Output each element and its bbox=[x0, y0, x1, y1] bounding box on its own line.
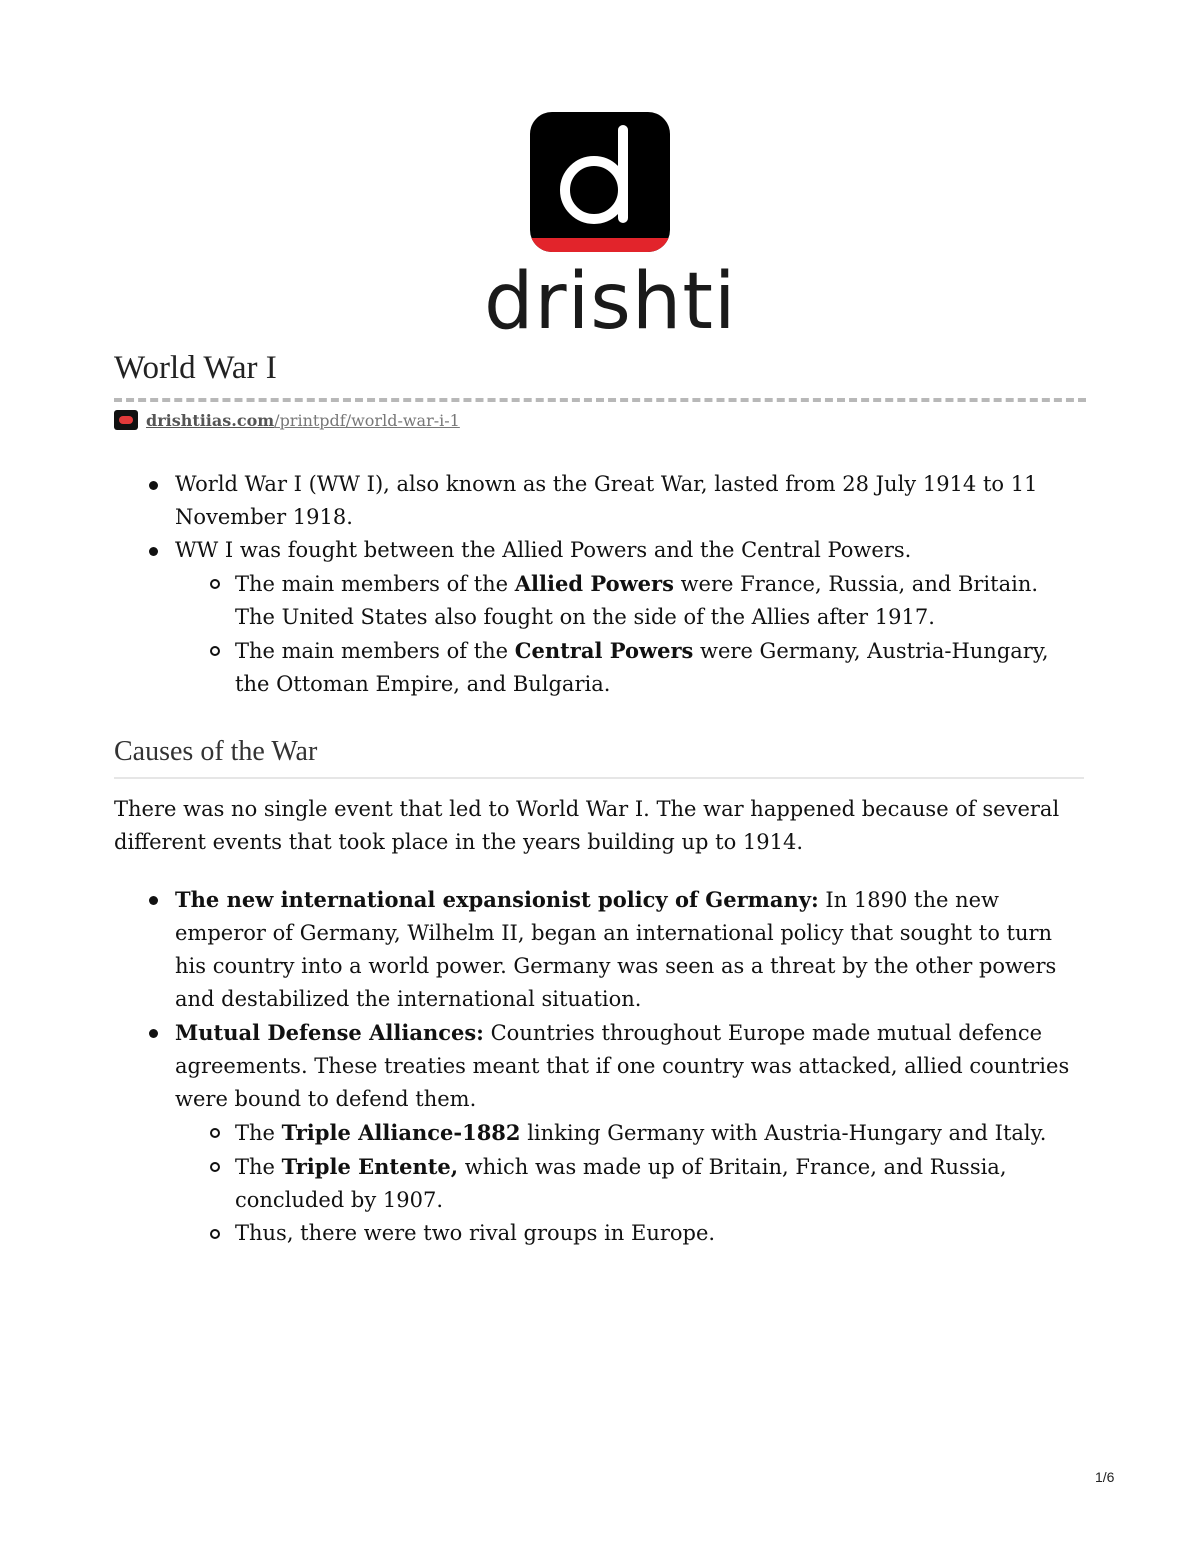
source-link[interactable] bbox=[114, 408, 460, 432]
sub-list bbox=[235, 1116, 1075, 1250]
sub-list bbox=[235, 567, 1075, 701]
sub-list-item: The Triple Alliance-1882 linking Germany with Austria-Hungary and Italy. bbox=[235, 1116, 1075, 1150]
causes-list bbox=[175, 883, 1075, 1250]
list-item: Mutual Defense Alliances: Countries throughout Europe made mutual defence agreements. These treaties meant that if one country was attacked, allied countries were bound to defend them. The Triple Alliance-1882 linking Germany with Austria-Hungary and Italy. The Triple Entente, which was made up of Britain, France, and Russia, concluded by 1907. Thus, there were two rival groups in Europe. bbox=[175, 1016, 1075, 1250]
list-item: WW I was fought between the Allied Powers and the Central Powers. The main members of the Allied Powers were France, Russia, and Britain. The United States also fought on the side of the Allies after 1917. The main members of the Central Powers were Germany, Austria-Hungary, the Ottoman Empire, and Bulgaria. bbox=[175, 534, 1075, 701]
causes-intro: There was no single event that led to World War I. The war happened because of several different events that took place in the years building up to 1914. bbox=[114, 797, 1060, 854]
title-divider bbox=[114, 398, 1086, 402]
sub-list-item: The main members of the Allied Powers were France, Russia, and Britain. The United States also fought on the side of the Allies after 1917. bbox=[235, 567, 1075, 634]
sub-list-item: The main members of the Central Powers were Germany, Austria-Hungary, the Ottoman Empire, and Bulgaria. bbox=[235, 634, 1075, 701]
drishti-logo bbox=[484, 110, 737, 347]
section-divider bbox=[114, 777, 1084, 779]
central-powers-term: Central Powers bbox=[514, 638, 694, 663]
page-number: 1/6 bbox=[1095, 1469, 1115, 1485]
drishti-favicon-icon bbox=[114, 410, 138, 430]
section-heading-causes: Causes of the War bbox=[114, 736, 318, 767]
sub-list-item: Thus, there were two rival groups in Europe. bbox=[235, 1217, 1075, 1250]
source-path[interactable]: /printpdf/world-war-i-1 bbox=[274, 410, 460, 430]
logo-wordmark: drishti bbox=[484, 257, 737, 347]
allied-powers-term: Allied Powers bbox=[514, 571, 674, 596]
page-title: World War I bbox=[114, 350, 277, 386]
list-item: World War I (WW I), also known as the Great War, lasted from 28 July 1914 to 11 November 1918. bbox=[175, 468, 1075, 534]
drishti-logo-icon bbox=[484, 110, 718, 260]
list-item: The new international expansionist policy of Germany: In 1890 the new emperor of Germany, Wilhelm II, began an international policy that sought to turn his country into a world power. Germany was seen as a threat by the other powers and destabilized the international situation. bbox=[175, 883, 1075, 1016]
intro-list bbox=[175, 468, 1075, 701]
source-domain[interactable]: drishtiias.com bbox=[146, 410, 275, 430]
sub-list-item: The Triple Entente, which was made up of Britain, France, and Russia, concluded by 1907. bbox=[235, 1150, 1075, 1217]
